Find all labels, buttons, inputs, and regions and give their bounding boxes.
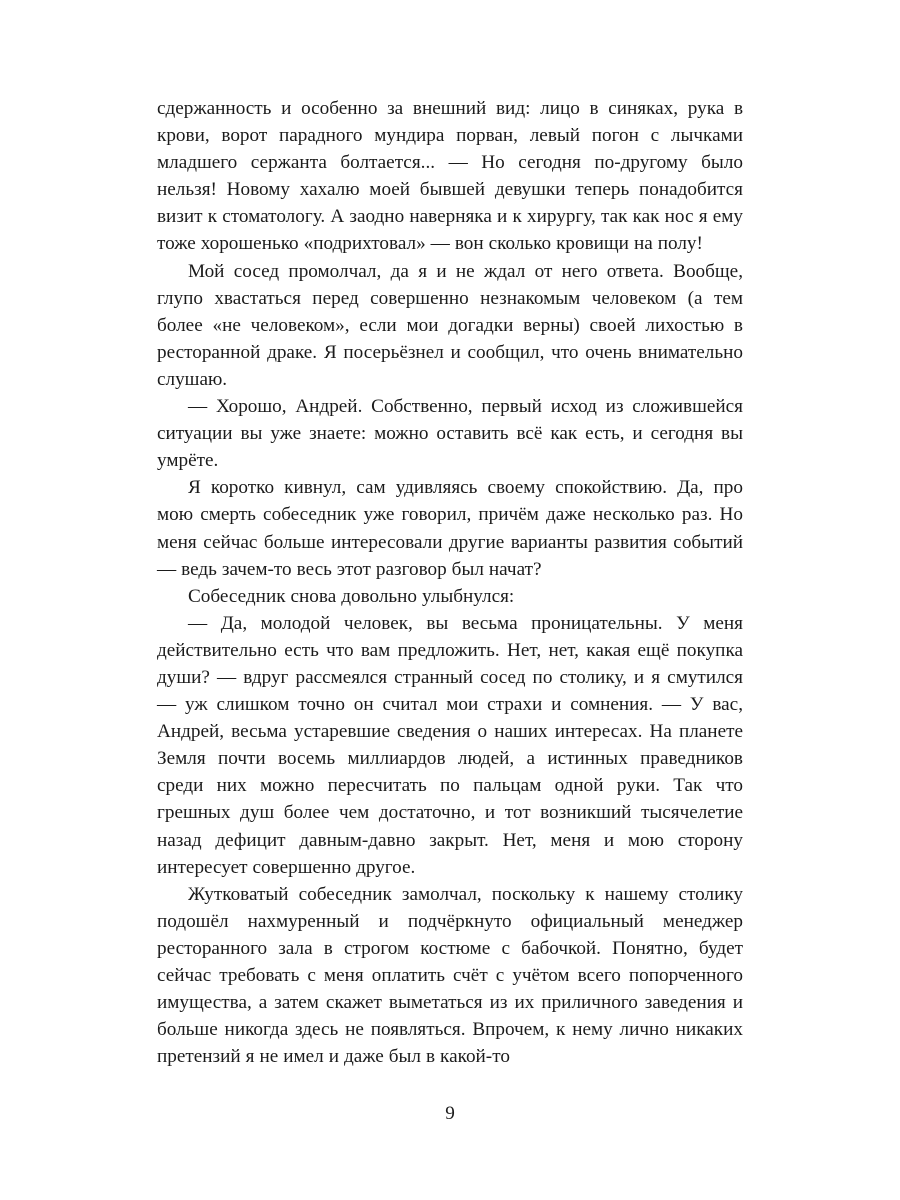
paragraph: сдержанность и особенно за внешний вид: лицо в синяках, рука в крови, ворот парадного мундира порван, левый погон с лычками младшего сержанта болтается... — Но сегодня по-другому было нельзя! Новому хахалю моей бывшей девушки теперь понадобится визит к стоматологу. А заодно наверняка и к хирургу, так как нос я ему тоже хорошенько «подрихтовал» — вон сколько кровищи на полу!	[157, 98, 743, 255]
paragraph-dialogue: — Хорошо, Андрей. Собственно, первый исход из сложившейся ситуации вы уже знаете: можно оставить всё как есть, и сегодня вы умрёте.	[157, 396, 743, 472]
paragraph-dialogue: — Да, молодой человек, вы весьма проницательны. У меня действительно есть что вам предложить. Нет, нет, какая ещё покупка души? — вдруг рассмеялся странный сосед по столику, и я смутился — уж слишком точно он считал мои страхи и сомнения. — У вас, Андрей, весьма устаревшие сведения о наших интересах. На планете Земля почти восемь миллиардов людей, а истинных праведников среди них можно пересчитать по пальцам одной руки. Так что грешных душ более чем достаточно, и тот возникший тысячелетие назад дефицит давным-давно закрыт. Нет, меня и мою сторону интересует совершенно другое.	[157, 612, 743, 878]
paragraph: Мой сосед промолчал, да я и не ждал от него ответа. Вообще, глупо хвастаться перед совершенно незнакомым человеком (а тем более «не человеком», если мои догадки верны) своей лихостью в ресторанной драке. Я посерьёзнел и сообщил, что очень внимательно слушаю.	[157, 260, 743, 390]
paragraph: Я коротко кивнул, сам удивляясь своему спокойствию. Да, про мою смерть собеседник уже говорил, причём даже несколько раз. Но меня сейчас больше интересовали другие варианты развития событий — ведь зачем-то весь этот разговор был начат?	[157, 477, 743, 580]
page-number: 9	[445, 1103, 455, 1124]
paragraph: Собеседник снова довольно улыбнулся:	[188, 585, 515, 607]
paragraph: Жутковатый собеседник замолчал, поскольку к нашему столику подошёл нахмуренный и подчёркнуто официальный менеджер ресторанного зала в строгом костюме с бабочкой. Понятно, будет сейчас требовать с меня оплатить счёт с учётом всего попорченного имущества, а затем скажет выметаться из их приличного заведения и больше никогда здесь не появляться. Впрочем, к нему лично никаких претензий я не имел и даже был в какой-то	[157, 883, 743, 1068]
page-text-body	[157, 95, 743, 1070]
